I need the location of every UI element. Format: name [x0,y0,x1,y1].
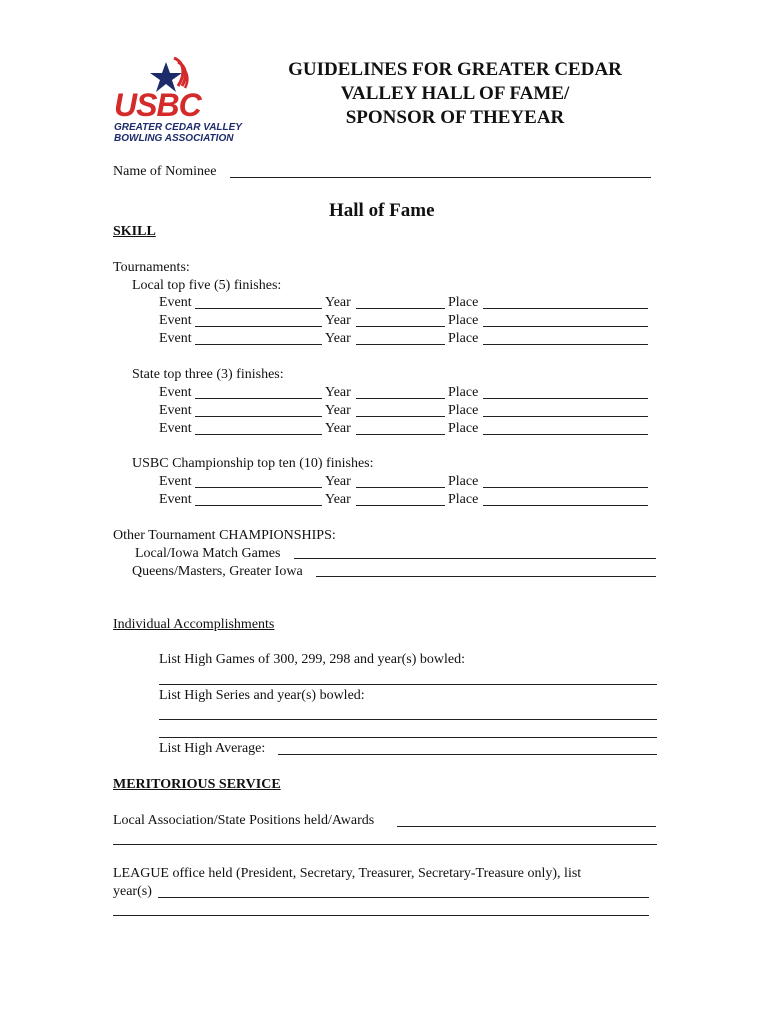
league-office-field-2[interactable] [113,915,649,916]
high-games-label: List High Games of 300, 299, 298 and year(s) bowled: [159,652,465,667]
event-field[interactable] [195,308,322,309]
usbc-championship-label: USBC Championship top ten (10) finishes: [132,456,374,471]
year-field[interactable] [356,487,445,488]
title-line-3: SPONSOR OF THEYEAR [345,107,565,128]
year-field[interactable] [356,344,445,345]
nominee-label: Name of Nominee [113,164,217,179]
document-title [250,58,660,130]
high-series-field-2[interactable] [159,737,657,738]
event-field[interactable] [195,416,322,417]
year-label: Year [325,295,351,310]
event-label: Event [159,403,192,418]
year-field[interactable] [356,505,445,506]
year-label: Year [325,421,351,436]
event-label: Event [159,421,192,436]
high-games-field[interactable] [159,684,657,685]
event-field[interactable] [195,434,322,435]
section-title: Hall of Fame [329,200,435,221]
state-top-three-label: State top three (3) finishes: [132,367,284,382]
year-field[interactable] [356,416,445,417]
year-field[interactable] [356,434,445,435]
logo-brand: USBC [114,87,201,123]
tournaments-label: Tournaments: [113,260,190,275]
place-field[interactable] [483,308,648,309]
high-average-field[interactable] [278,754,657,755]
league-office-label-line1: LEAGUE office held (President, Secretary, Treasurer, Secretary-Treasure only), list [113,866,582,881]
queens-masters-field[interactable] [316,576,656,577]
year-label: Year [325,385,351,400]
year-label: Year [325,492,351,507]
event-field[interactable] [195,326,322,327]
year-field[interactable] [356,326,445,327]
logo-line1: GREATER CEDAR VALLEY [114,122,242,133]
league-office-label-line2: year(s) [113,884,152,899]
event-field[interactable] [195,344,322,345]
place-label: Place [448,385,479,400]
skill-heading: SKILL [113,224,156,239]
high-series-label: List High Series and year(s) bowled: [159,688,365,703]
event-label: Event [159,492,192,507]
high-average-label: List High Average: [159,741,266,756]
local-top-five-label: Local top five (5) finishes: [132,278,282,293]
event-label: Event [159,474,192,489]
place-label: Place [448,313,479,328]
local-iowa-label: Local/Iowa Match Games [135,546,281,561]
place-field[interactable] [483,416,648,417]
year-field[interactable] [356,398,445,399]
event-field[interactable] [195,505,322,506]
local-positions-field-1[interactable] [397,826,656,827]
nominee-field[interactable] [230,177,651,178]
place-label: Place [448,331,479,346]
event-label: Event [159,313,192,328]
event-label: Event [159,385,192,400]
year-label: Year [325,403,351,418]
year-label: Year [325,331,351,346]
individual-heading: Individual Accomplishments [113,617,275,632]
place-label: Place [448,492,479,507]
title-line-2: VALLEY HALL OF FAME/ [340,83,570,104]
local-positions-label: Local Association/State Positions held/Awards [113,813,375,828]
place-field[interactable] [483,344,648,345]
place-field[interactable] [483,505,648,506]
year-label: Year [325,313,351,328]
meritorious-heading: MERITORIOUS SERVICE [113,777,281,792]
place-field[interactable] [483,487,648,488]
local-iowa-field[interactable] [294,558,656,559]
high-series-field-1[interactable] [159,719,657,720]
year-label: Year [325,474,351,489]
place-label: Place [448,295,479,310]
queens-masters-label: Queens/Masters, Greater Iowa [132,564,303,579]
place-field[interactable] [483,434,648,435]
place-field[interactable] [483,398,648,399]
other-championships-heading: Other Tournament CHAMPIONSHIPS: [113,528,336,543]
title-line-1: GUIDELINES FOR GREATER CEDAR [288,59,622,80]
league-office-field-1[interactable] [158,897,649,898]
place-label: Place [448,421,479,436]
event-label: Event [159,331,192,346]
place-field[interactable] [483,326,648,327]
event-field[interactable] [195,487,322,488]
logo-line2: BOWLING ASSOCIATION [114,133,234,144]
local-positions-field-2[interactable] [113,844,657,845]
place-label: Place [448,474,479,489]
usbc-logo [112,52,242,144]
event-field[interactable] [195,398,322,399]
year-field[interactable] [356,308,445,309]
place-label: Place [448,403,479,418]
event-label: Event [159,295,192,310]
